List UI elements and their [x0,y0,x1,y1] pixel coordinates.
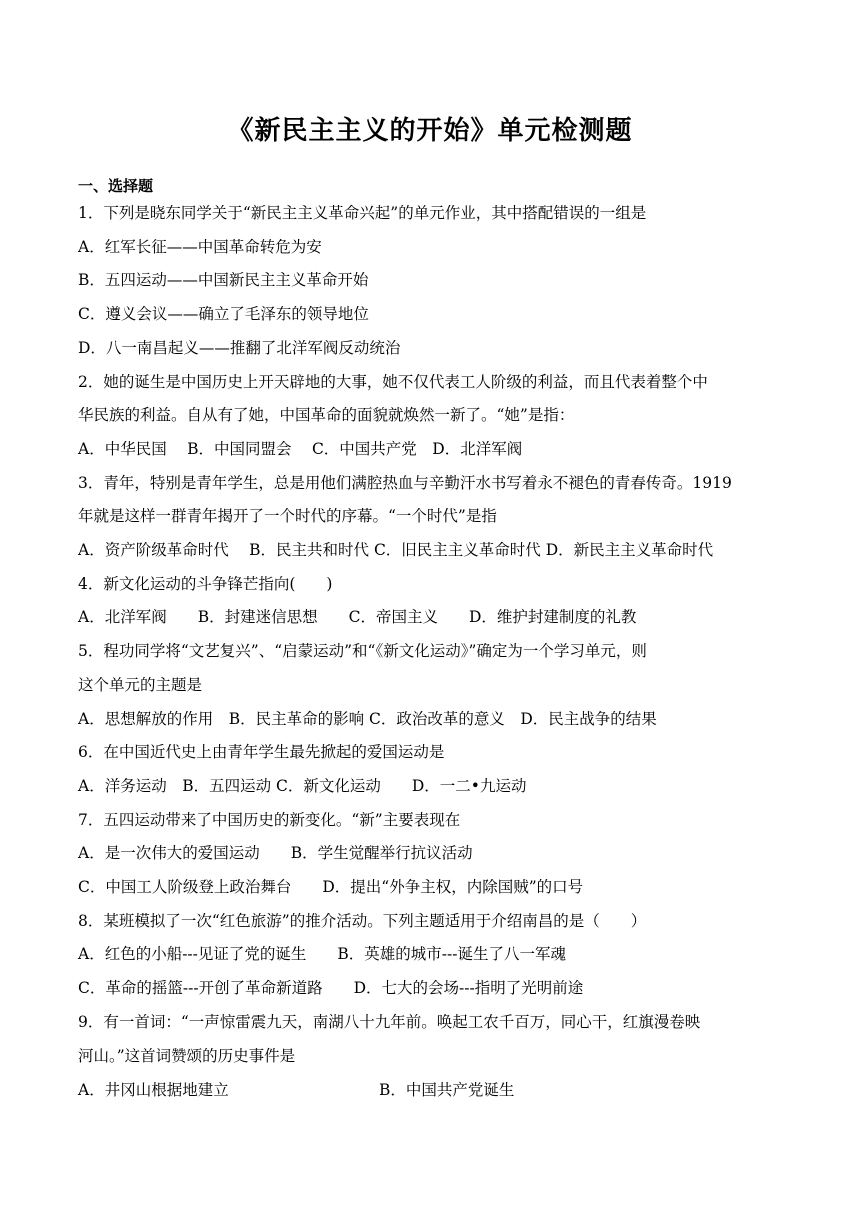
text-line: 5．程功同学将“文艺复兴”、“启蒙运动”和“《新文化运动》”确定为一个学习单元，则 [78,642,647,660]
text-line: A．红军长征——中国革命转危为安 [78,238,322,256]
text-line: 华民族的利益。自从有了她，中国革命的面貌就焕然一新了。“她”是指： [78,406,575,424]
text-line: A．思想解放的作用 B．民主革命的影响 C．政治改革的意义 D．民主战争的结果 [78,710,657,728]
text-line: A．北洋军阀 B．封建迷信思想 C．帝国主义 D．维护封建制度的礼教 [78,608,637,626]
text-line: 7．五四运动带来了中国历史的新变化。“新”主要表现在 [78,811,461,829]
text-line: D．八一南昌起义——推翻了北洋军阀反动统治 [78,339,401,357]
text-line: 3．青年，特别是青年学生，总是用他们满腔热血与辛勤汗水书写着永不褪色的青春传奇。1919 [78,474,732,492]
option-b-q9: B．中国共产党诞生 [379,1081,515,1099]
text-line: 4．新文化运动的斗争锋芒指向( ) [78,575,333,593]
text-line: A．洋务运动 B．五四运动 C．新文化运动 D．一二•九运动 [78,777,527,795]
text-line: 年就是这样一群青年揭开了一个时代的序幕。“一个时代”是指 [78,507,497,525]
text-line: 2．她的诞生是中国历史上开天辟地的大事，她不仅代表工人阶级的利益，而且代表着整个中 [78,373,708,391]
text-line: 河山。”这首词赞颂的历史事件是 [78,1047,296,1065]
section-heading: 一、选择题 [78,177,154,195]
text-line: C．遵义会议——确立了毛泽东的领导地位 [78,305,369,323]
page-title: 《新民主主义的开始》单元检测题 [227,116,633,146]
text-line: C．中国工人阶级登上政治舞台 D．提出“外争主权，内除国贼”的口号 [78,878,584,896]
text-line: A．红色的小船---见证了党的诞生 B．英雄的城市---诞生了八一军魂 [78,945,567,963]
text-line: A．是一次伟大的爱国运动 B．学生觉醒举行抗议活动 [78,844,473,862]
text-line: C．革命的摇篮---开创了革命新道路 D．七大的会场---指明了光明前途 [78,979,584,997]
text-line: B．五四运动——中国新民主主义革命开始 [78,271,369,289]
text-line: 8．某班模拟了一次“红色旅游”的推介活动。下列主题适用于介绍南昌的是（ ） [78,912,647,930]
text-line: 9．有一首词：“一声惊雷震九天，南湖八十九年前。唤起工农千百万，同心干，红旗漫卷映 [78,1013,701,1031]
option-a-q9: A．井冈山根据地建立 [78,1081,229,1099]
text-line: A．中华民国 B．中国同盟会 C．中国共产党 D．北洋军阀 [78,440,523,458]
text-line: 这个单元的主题是 [78,676,203,694]
text-line: 6．在中国近代史上由青年学生最先掀起的爱国运动是 [78,743,445,761]
text-line: A．资产阶级革命时代 B．民主共和时代 C．旧民主主义革命时代 D．新民主主义革命时代 [78,541,714,559]
text-line: 1．下列是晓东同学关于“新民主主义革命兴起”的单元作业，其中搭配错误的一组是 [78,204,647,222]
